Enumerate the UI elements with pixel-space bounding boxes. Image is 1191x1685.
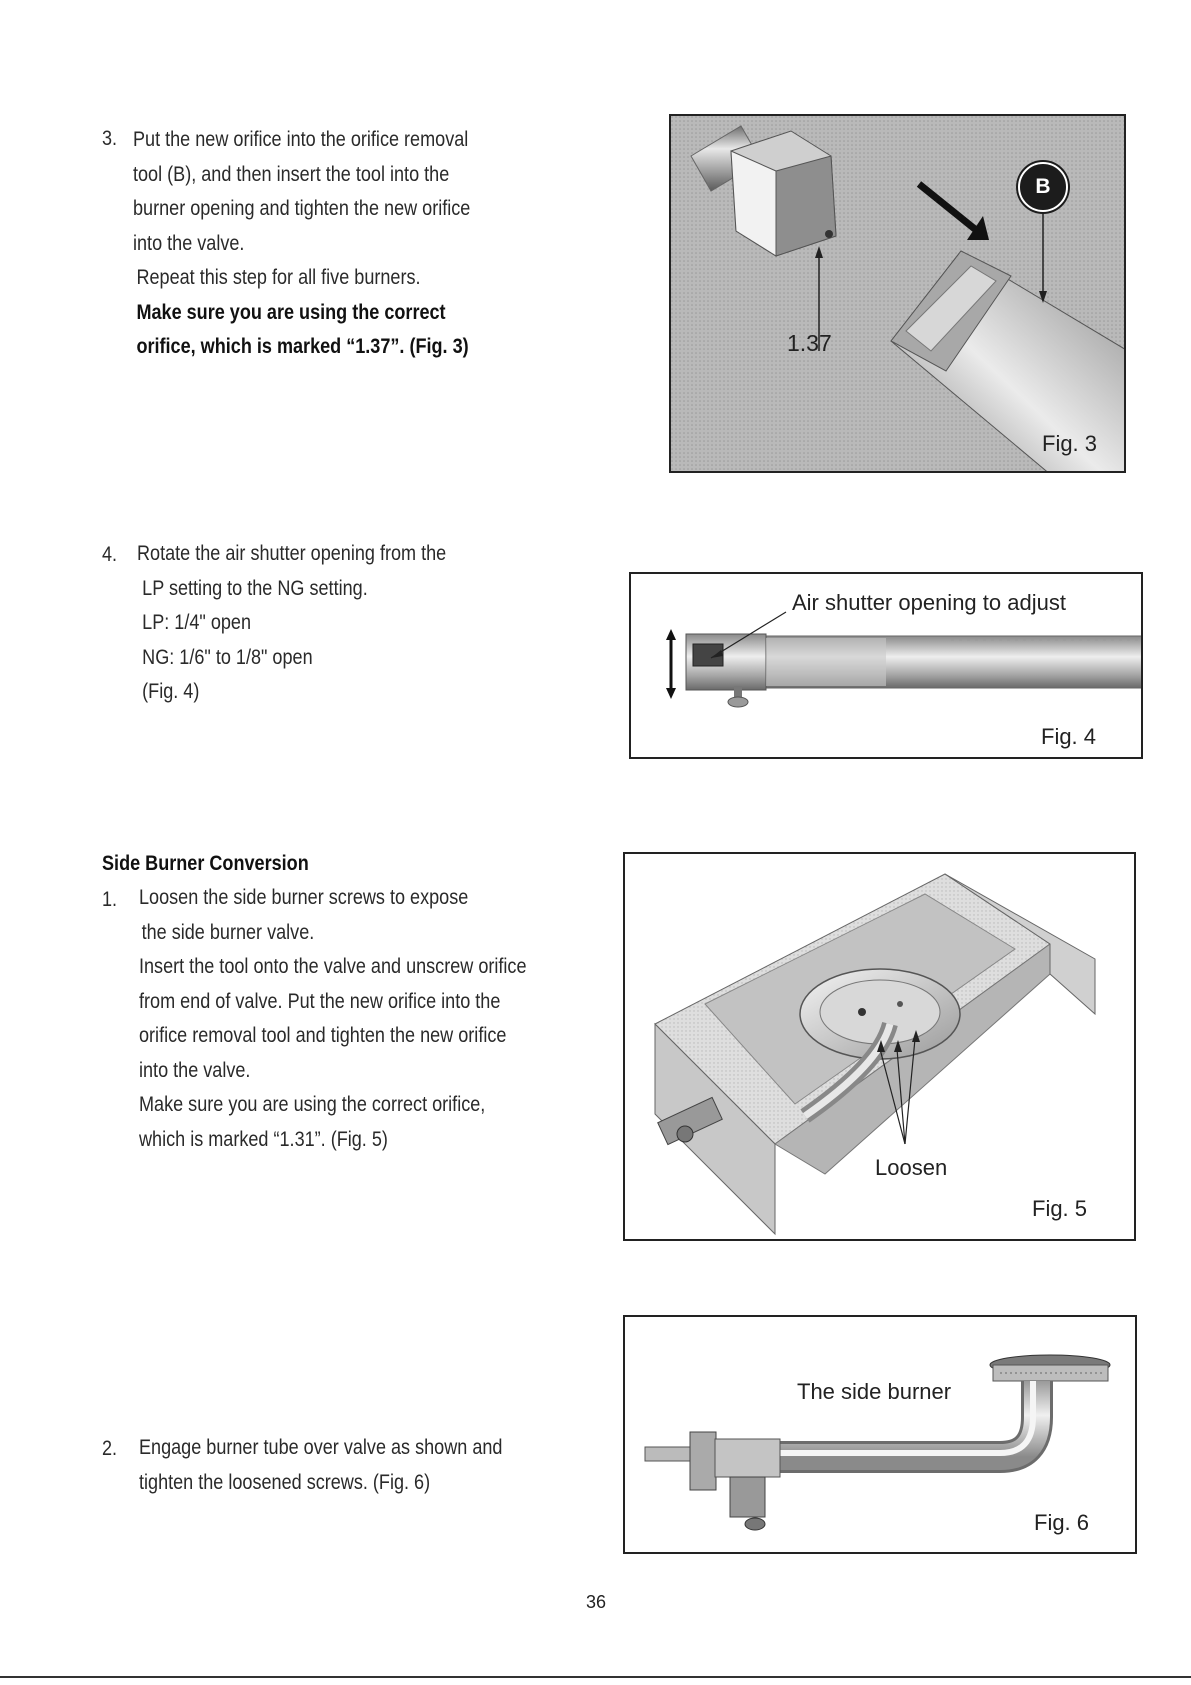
step-3-text [133,123,470,365]
figure-6-caption: Fig. 6 [1034,1510,1090,1535]
step-4-line: LP setting to the NG setting. [142,576,368,600]
step-3-number: 3. [102,127,118,150]
step-3-warning-line: Make sure you are using the correct [136,300,446,324]
air-shutter-annotation: Air shutter opening to adjust [792,590,1066,615]
side-step-1-line: from end of valve. Put the new orifice into the [139,989,501,1013]
side-step-1-text [139,881,527,1157]
loosen-annotation: Loosen [875,1155,948,1180]
step-4-line: (Fig. 4) [142,680,200,703]
step-4-line: NG: 1/6" to 1/8" open [142,645,313,669]
side-step-1-line: Make sure you are using the correct orifice, [139,1093,486,1116]
side-step-2-line: Engage burner tube over valve as shown and [139,1436,503,1459]
figure-5 [623,852,1136,1241]
orifice-size-label: 1.37 [787,330,832,356]
figure-4 [629,572,1143,759]
step-4-line: Rotate the air shutter opening from the [137,542,447,565]
bottom-rule [0,1676,1191,1678]
step-3-line: burner opening and tighten the new orifice [133,197,471,220]
step-3-warning-line: orifice, which is marked “1.37”. (Fig. 3) [136,335,469,358]
step-4-line: LP: 1/4" open [142,611,252,634]
step-3-line: Repeat this step for all five burners. [136,266,421,289]
side-burner-annotation: The side burner [797,1379,952,1404]
side-step-1-line: Insert the tool onto the valve and unscrew orifice [139,955,527,978]
step-3-line: into the valve. [133,231,245,255]
figure-6 [623,1315,1137,1554]
figure-3 [669,114,1126,473]
side-step-1-line: into the valve. [139,1058,251,1082]
side-step-1-line: Loosen the side burner screws to expose [139,886,469,909]
side-step-1-line: the side burner valve. [141,920,315,944]
b-callout-letter: B [1035,175,1051,198]
b-callout-badge [1018,162,1068,212]
side-step-1-line: which is marked “1.31”. (Fig. 5) [139,1127,388,1151]
side-step-2-text [139,1431,502,1500]
step-3-line: Put the new orifice into the orifice removal [133,128,469,151]
side-step-1-line: orifice removal tool and tighten the new orifice [139,1024,507,1047]
figure-5-illustration [625,854,1136,1241]
side-step-1-number: 1. [102,888,118,911]
side-step-2-line: tighten the loosened screws. (Fig. 6) [139,1470,431,1494]
step-4-number: 4. [102,543,118,566]
side-burner-heading: Side Burner Conversion [102,852,309,875]
side-step-2-number: 2. [102,1437,118,1460]
figure-5-caption: Fig. 5 [1032,1196,1088,1221]
step-4-text [137,537,446,710]
page-number: 36 [586,1592,607,1612]
figure-3-caption: Fig. 3 [1042,431,1098,456]
figure-4-caption: Fig. 4 [1041,724,1097,749]
step-3-line: tool (B), and then insert the tool into the [133,162,450,186]
